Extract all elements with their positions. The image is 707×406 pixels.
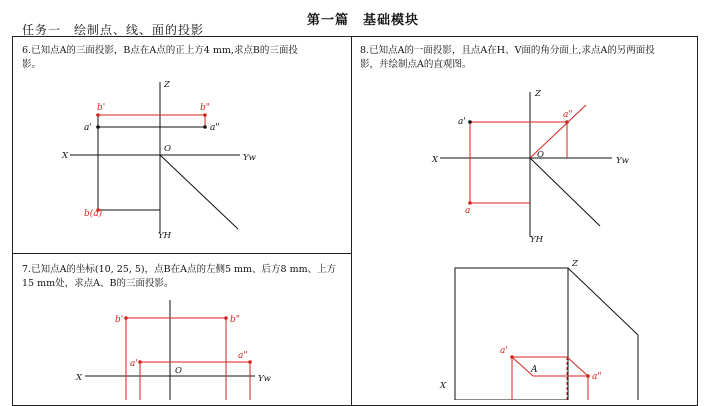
p8-label-yw: Yw: [616, 156, 629, 166]
p6-label-yw: Yw: [243, 153, 256, 163]
problem-6-line-1: 6.已知点A的三面投影，B点在A点的正上方4 mm,求点B的三面投: [22, 45, 298, 56]
p8-box-label-z: Z: [572, 259, 578, 269]
problem-7-line-2: 15 mm处，求点A、B的三面投影。: [22, 278, 174, 289]
p8-diagonal: [530, 158, 600, 226]
p7-label-yw: Yw: [258, 374, 271, 384]
problem-6-line-2: 影。: [22, 59, 42, 70]
header-left: 任务一 绘制点、线、面的投影: [22, 23, 205, 37]
p6-label-b1: b': [97, 103, 106, 113]
problem-6-figure: [61, 80, 257, 241]
p6-label-b2: b": [200, 103, 210, 113]
header-center: 第一篇 基础模块: [307, 13, 420, 28]
p8-box-label-a2: a": [592, 372, 602, 382]
p6-label-z: Z: [164, 80, 170, 90]
p8-box-label-x: X: [440, 381, 447, 391]
p7-label-a1: a': [130, 359, 138, 369]
problem-8-figure: [431, 89, 638, 400]
p8-label-x: X: [432, 155, 439, 165]
p7-label-a2: a": [238, 351, 248, 361]
problem-7-figure: [75, 300, 272, 400]
p6-label-a1: a': [84, 123, 92, 133]
p8-box-label-A: A: [531, 365, 538, 375]
p8-label-a2: a": [563, 110, 573, 120]
p8-label-a1: a': [458, 117, 466, 127]
problem-7-line-1: 7.已知点A的坐标(10, 25, 5)，点B在A点的左侧5 mm、后方8 mm、上方: [22, 264, 337, 275]
p6-diagonal: [160, 155, 238, 229]
p6-label-ba: b(a): [84, 209, 103, 219]
p7-label-b1: b': [115, 315, 124, 325]
p8-label-yh: YH: [530, 235, 544, 245]
p6-label-x: X: [62, 151, 69, 161]
p8-box-label-a1: a': [500, 346, 508, 356]
p8-label-a: a: [465, 206, 471, 216]
p6-label-yh: YH: [158, 231, 172, 241]
p6-label-a2: a": [210, 123, 220, 133]
problem-8-line-1: 8.已知点A的一面投影，且点A在H、V面的角分面上,求点A的另两面投: [360, 45, 655, 56]
p7-label-o: O: [175, 366, 182, 376]
problem-8-line-2: 影，并绘制点A的直观图。: [360, 59, 472, 70]
p8-label-z: Z: [535, 89, 541, 99]
p7-label-b2: b": [230, 315, 240, 325]
p7-label-x: X: [76, 373, 83, 383]
p8-label-o: O: [537, 150, 544, 160]
p6-label-o: O: [164, 144, 171, 154]
